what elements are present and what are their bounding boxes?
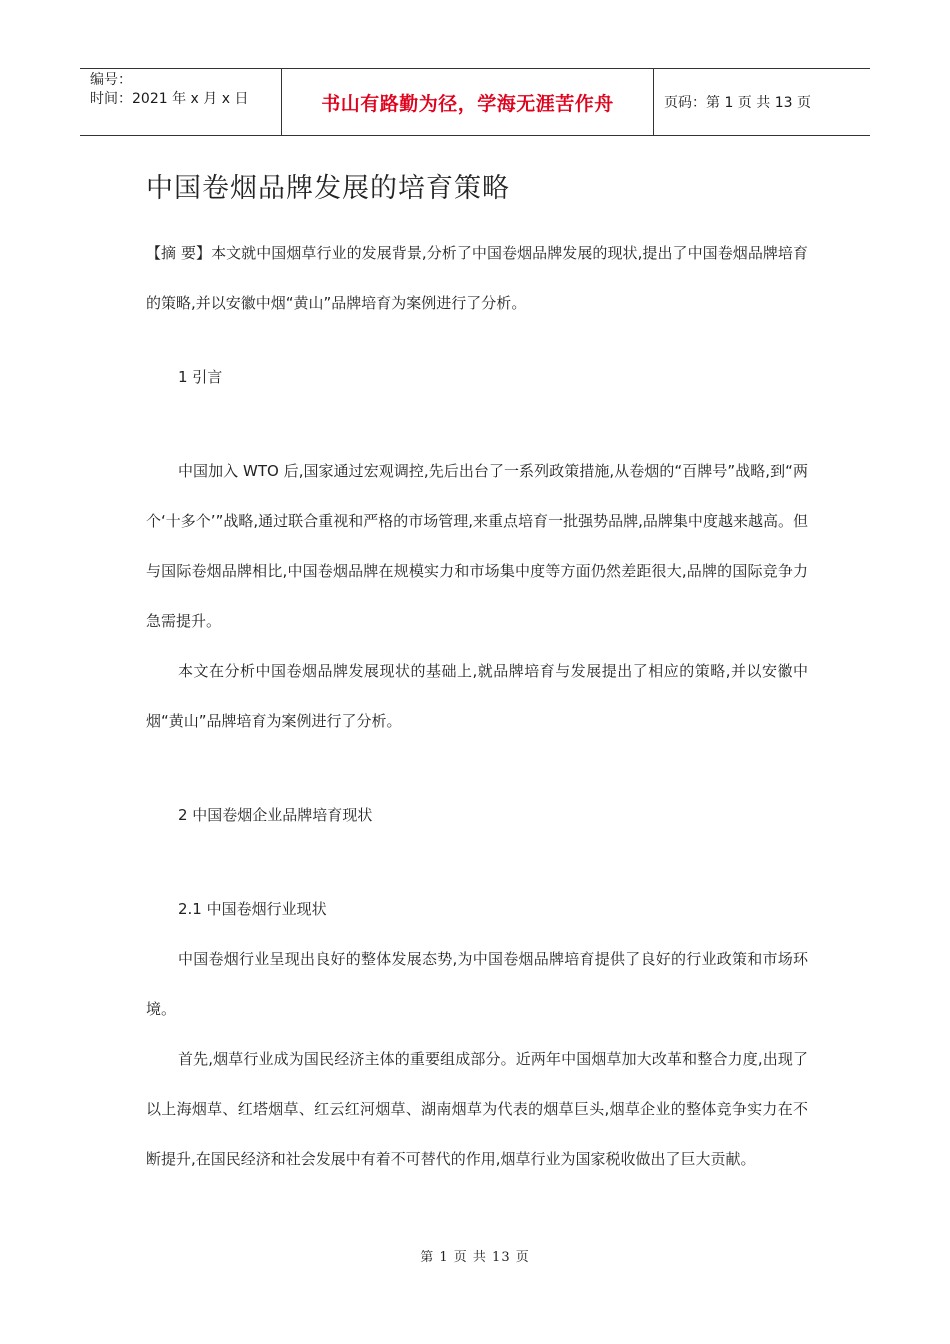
section-heading-intro: 1 引言: [178, 368, 223, 386]
abstract: 【摘 要】本文就中国烟草行业的发展背景,分析了中国卷烟品牌发展的现状,提出了中国卷烟品牌培育的策略,并以安徽中烟“黄山”品牌培育为案例进行了分析。: [146, 244, 808, 312]
paragraph: 首先,烟草行业成为国民经济主体的重要组成部分。近两年中国烟草加大改革和整合力度,出现了以上海烟草、红塔烟草、红云红河烟草、湖南烟草为代表的烟草巨头,烟草企业的整体竞争实力在不断提升,在国民经济和社会发展中有着不可替代的作用,烟草行业为国家税收做出了巨大贡献。: [146, 1050, 808, 1168]
header-motto: 书山有路勤为径，学海无涯苦作舟: [282, 69, 654, 135]
paragraph: 中国卷烟行业呈现出良好的整体发展态势,为中国卷烟品牌培育提供了良好的行业政策和市场环境。: [146, 950, 808, 1018]
page-footer: 第 1 页 共 13 页: [420, 1250, 530, 1265]
section-heading-status: 2 中国卷烟企业品牌培育现状: [178, 806, 373, 824]
document-header: [80, 68, 870, 136]
header-meta: [80, 69, 282, 135]
time-label: 时间：2021 年 x 月 x 日: [90, 91, 249, 107]
paragraph: 中国加入 WTO 后,国家通过宏观调控,先后出台了一系列政策措施,从卷烟的“百牌号”战略,到“两个‘十多个’”战略,通过联合重视和严格的市场管理,来重点培育一批强势品牌,品牌集中度越来越高。但与国际卷烟品牌相比,中国卷烟品牌在规模实力和市场集中度等方面仍然差距很大,品牌的国际竞争力急需提升。: [146, 462, 808, 630]
subsection-heading-industry: 2.1 中国卷烟行业现状: [178, 900, 327, 918]
paragraph: 本文在分析中国卷烟品牌发展现状的基础上,就品牌培育与发展提出了相应的策略,并以安徽中烟“黄山”品牌培育为案例进行了分析。: [146, 662, 808, 730]
header-page-label: 页码：第 1 页 共 13 页: [664, 95, 811, 111]
document-title: 中国卷烟品牌发展的培育策略: [146, 173, 510, 204]
document-body: [146, 228, 808, 1184]
number-label: 编号：: [90, 72, 132, 88]
